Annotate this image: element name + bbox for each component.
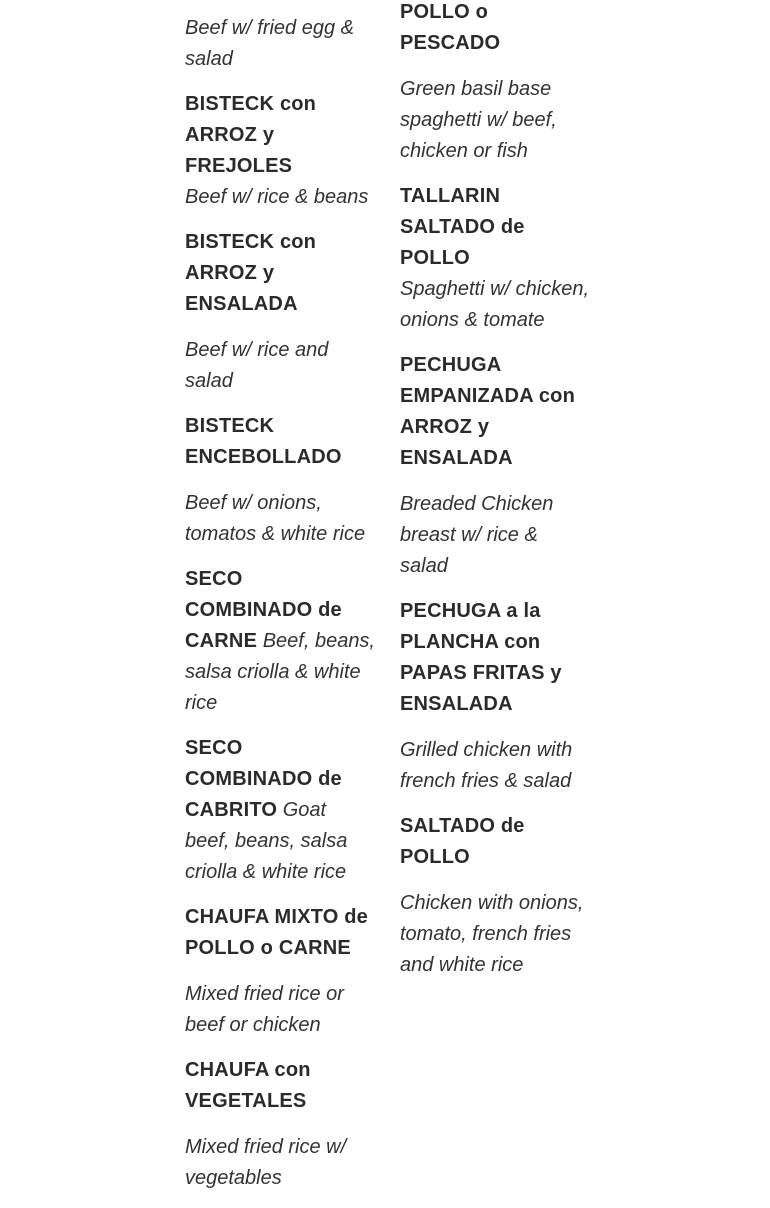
menu-item [185,227,375,397]
menu-column-left [185,13,375,1208]
menu-item [400,0,590,167]
menu-item [185,89,375,213]
menu-item-name: SALTADO de POLLO [400,815,525,868]
menu-item-description: Grilled chicken with french fries & salad [400,739,573,792]
menu-item-description: Spaghetti w/ chicken, onions & tomate [400,278,589,331]
menu-item [185,733,375,888]
menu-item-description: Beef w/ rice & beans [185,186,369,208]
menu-item-name: SECO COMBINADO de CABRITO [185,737,342,821]
menu-item-name: PECHUGA a la PLANCHA con PAPAS FRITAS y ENSALADA [400,600,562,715]
menu-item [185,1055,375,1194]
menu-item [400,350,590,582]
menu-item-description: Beef w/ fried egg & salad [185,17,354,70]
menu-item-name: BISTECK con ARROZ y ENSALADA [185,231,317,315]
menu-item-description: Breaded Chicken breast w/ rice & salad [400,493,554,577]
menu-item [400,181,590,336]
menu-item-name: CHAUFA con VEGETALES [185,1059,311,1112]
menu-item-name: BISTECK con ARROZ y FREJOLES [185,93,317,177]
menu-item [185,902,375,1041]
menu-item-name: TALLARIN SALTADO de POLLO [400,185,525,269]
menu-item-description: Mixed fried rice or beef or chicken [185,983,344,1036]
menu-item-description: Chicken with onions, tomato, french fries and white rice [400,892,584,976]
menu-item-description: Beef w/ rice and salad [185,339,329,392]
menu-item-description: Green basil base spaghetti w/ beef, chicken or fish [400,78,557,162]
menu-item-name: SECO COMBINADO de CARNE [185,568,342,652]
menu-item-name: POLLO o PESCADO [400,1,501,54]
menu-item [185,411,375,550]
menu-item [400,811,590,981]
menu-item-description: Beef, beans, salsa criolla & white rice [185,630,375,714]
menu-item-description: Mixed fried rice w/ vegetables [185,1136,347,1189]
menu-item-description: Beef w/ onions, tomatos & white rice [185,492,366,545]
menu-item [400,596,590,797]
menu-item-name: BISTECK ENCEBOLLADO [185,415,342,468]
menu-item [185,13,375,75]
menu-item-name: PECHUGA EMPANIZADA con ARROZ y ENSALADA [400,354,576,469]
menu-column-right [400,0,590,995]
menu-item [185,564,375,719]
menu-item-name: CHAUFA MIXTO de POLLO o CARNE [185,906,369,959]
menu-item-description: Goat beef, beans, salsa criolla & white rice [185,799,348,883]
